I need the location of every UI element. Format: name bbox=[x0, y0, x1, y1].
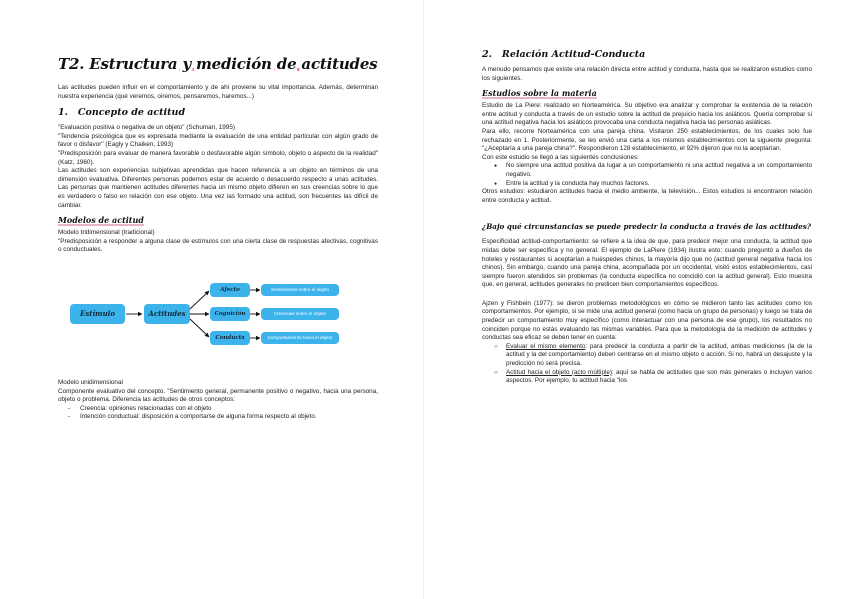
lapiere-paragraph-2: Para ello, recorre Norteamérica con una pareja china. Visitaron 250 establecimientos, de los cuales solo fue rechazado en 1. Posteriormente, se les envió una carta a los mismos establecimientos con la siguiente pregunta: "¿Aceptaría a una pareja china?". Respondieron 128 establecimiento, el 92% dijeron que no la aceptarían. bbox=[482, 127, 812, 153]
section-2-number: 2. bbox=[482, 49, 492, 60]
intro-paragraph: Las actitudes pueden influir en el comportamiento y de ahí proviene su vital importancia. Además, determinan nuestra experiencia (qué veremos, oiremos, pensaremos, haremos...) bbox=[58, 84, 378, 100]
studies-heading: Estudios sobre la materia bbox=[482, 88, 597, 99]
section-2-intro: A menudo pensamos que existe una relación directa entre actitud y conducta, hasta que se realizaron estudios como los siguientes. bbox=[482, 66, 812, 82]
lapiere-paragraph-1: Estudio de La Piere: realizado en Norteamérica. Su objetivo era analizar y comprobar la existencia de la relación entre actitud y conducta a través de un estudio sobre la actitud de prejuicio hacia los asiáticos. Quería comprobar si una actitud negativa hacia los asiáticos provocaba una conducta negativa hacia las personas asiáticas. bbox=[482, 102, 812, 127]
section-1-number: 1. bbox=[58, 107, 68, 119]
cognicion-result: Creencias sobre el objeto bbox=[261, 308, 339, 320]
conducta-result: Comportamiento hacia el objeto bbox=[261, 332, 339, 344]
definition-2: "Tendencia psicológica que es expresada mediante la evaluación de una entidad particular con algún grado de favor o disfavor" (Eagly y Chaiken, 1993) bbox=[58, 132, 378, 149]
list-item bbox=[506, 343, 812, 369]
tridimensional-label: Modelo tridimensional (tradicional) bbox=[58, 229, 155, 237]
conclusions-list bbox=[482, 162, 812, 188]
definition-3: "Predisposición para evaluar de manera favorable o desfavorable algún símbolo, objeto o aspecto de la realidad" (Katz, 1960). bbox=[58, 149, 378, 166]
arrow-attitudes-conducta bbox=[190, 319, 209, 337]
document-title: T2. Estructura y medición de actitudes bbox=[58, 55, 378, 73]
models-heading: Modelos de actitud bbox=[58, 215, 144, 226]
definition-1: "Evaluación positiva o negativa de un objeto" (Schuman, 1995) bbox=[58, 124, 235, 132]
unidimensional-label: Modelo unidimensional bbox=[58, 378, 123, 386]
list-item: - Intención conductual: disposición a comportarse de alguna forma respecto al objeto. bbox=[80, 413, 378, 422]
section-1-title: Concepto de actitud bbox=[77, 107, 186, 119]
list-item bbox=[506, 369, 812, 386]
section-2-title: Relación Actitud-Conducta bbox=[501, 49, 646, 60]
criterion-text: : para predecir la conducta a partir de la actitud, ambas mediciones (la de la actitud y la del comportamiento) deben centrarse en el mismo objeto o acción. Si no, habrá un desajuste y la predicción no será precisa. bbox=[506, 342, 812, 368]
other-studies-paragraph: Otros estudios: estudiaron actitudes hacia el medio ambiente, la televisión... Estos estudios si encontraron relación entre conducta y actitud. bbox=[482, 188, 812, 204]
question-heading: ¿Bajo qué circunstancias se puede predecir la conducta a través de las actitudes? bbox=[482, 222, 812, 232]
right-page bbox=[424, 0, 848, 599]
criterion-term: Evaluar el mismo elemento bbox=[506, 342, 586, 350]
list-item: - Creencia: opiniones relacionadas con el objeto bbox=[80, 405, 378, 414]
conclusions-label: Con este estudio se llegó a las siguientes conclusiones: bbox=[482, 153, 639, 161]
unidimensional-list bbox=[58, 405, 378, 422]
specificity-paragraph: Especificidad actitud-comportamiento: se refiere a la idea de que, para predecir mejor una conducta, la actitud que midas debe ser específica y no general. El ejemplo de LaPiere (1934) ilustra esto: cuando preguntó a dueños de hoteles y restaurantes si aceptarían a huéspedes chinos, la mayoría dijo que no (actitud general negativa hacia los chinos). Sin embargo, cuando una pareja china, acompañada por un occidental, visitó estos establecimientos, casi siempre fueron atendidos sin problemas (la conducta específica no coincidió con la actitud general). Esto muestra que, en general, actitudes generales no predicen bien comportamientos específicos. bbox=[482, 238, 812, 289]
conducta-node: Conducta bbox=[210, 331, 250, 345]
arrow-attitudes-afecto bbox=[190, 291, 209, 309]
tridimensional-diagram bbox=[58, 259, 378, 369]
definition-4: Las actitudes son experiencias subjetivas aprendidas que hacen referencia a un objeto en términos de una dimensión evaluativa. Diferentes personas podemos estar de acuerdo o desacuerdo respecto a unas actitudes. Las personas que mantienen actitudes diferentes hacia un mismo objeto difieren en sus creencias sobre lo que es verdadero o falso en relación con ese objeto. Una vez las formado una actitud, son frecuentes las difícil de cambiar. bbox=[58, 167, 378, 209]
ajzen-paragraph: Ajzen y Fishbein (1977): se dieron problemas metodológicos en cómo se midieron tanto las actitudes como los comportamientos. Por ejemplo, si se mide una actitud general (como hacia un grupo de personas) y luego se trata de predecir un comportamiento muy específico (como interactuar con una persona de ese grupo), los resultados no coinciden porque no estás evaluando las mismas variables. Para que la metodología de la medición de actitudes y conductas sea eficaz se deben tener en cuenta: bbox=[482, 299, 812, 342]
tridimensional-text: "Predisposición a responder a alguna clase de estímulos con una cierta clase de respuestas afectivas, cognitivas o conductuales. bbox=[58, 237, 378, 254]
afecto-result: Sentimientos sobre el objeto bbox=[261, 284, 339, 296]
stimulus-node: Estímulo bbox=[70, 304, 125, 324]
list-item: ● No siempre una actitud positiva da lugar a un comportamiento ni una actitud negativa a un comportamiento negativo. bbox=[506, 162, 812, 179]
unidimensional-text: Componente evaluativo del concepto. "Sentimiento general, permanente positivo o negativo, hacia una persona, objeto o problema. Diferencia las actitudes de otros conceptos: bbox=[58, 387, 378, 404]
afecto-node: Afecto bbox=[210, 283, 250, 297]
cognicion-node: Cognición bbox=[210, 307, 250, 321]
list-item: ● Entre la actitud y la conducta hay muchos factores. bbox=[506, 180, 812, 189]
section-2-heading bbox=[482, 49, 812, 61]
section-1-heading bbox=[58, 107, 378, 119]
criterion-term: Actitud hacia el objeto (acto múltiple) bbox=[506, 368, 613, 376]
criterion-text: : aquí se habla de actitudes que son más generales o incluyen varios aspectos. Por ejemplo, tu actitud hacia "los bbox=[506, 368, 813, 385]
criteria-list bbox=[482, 343, 812, 386]
attitudes-node: Actitudes bbox=[144, 304, 190, 324]
